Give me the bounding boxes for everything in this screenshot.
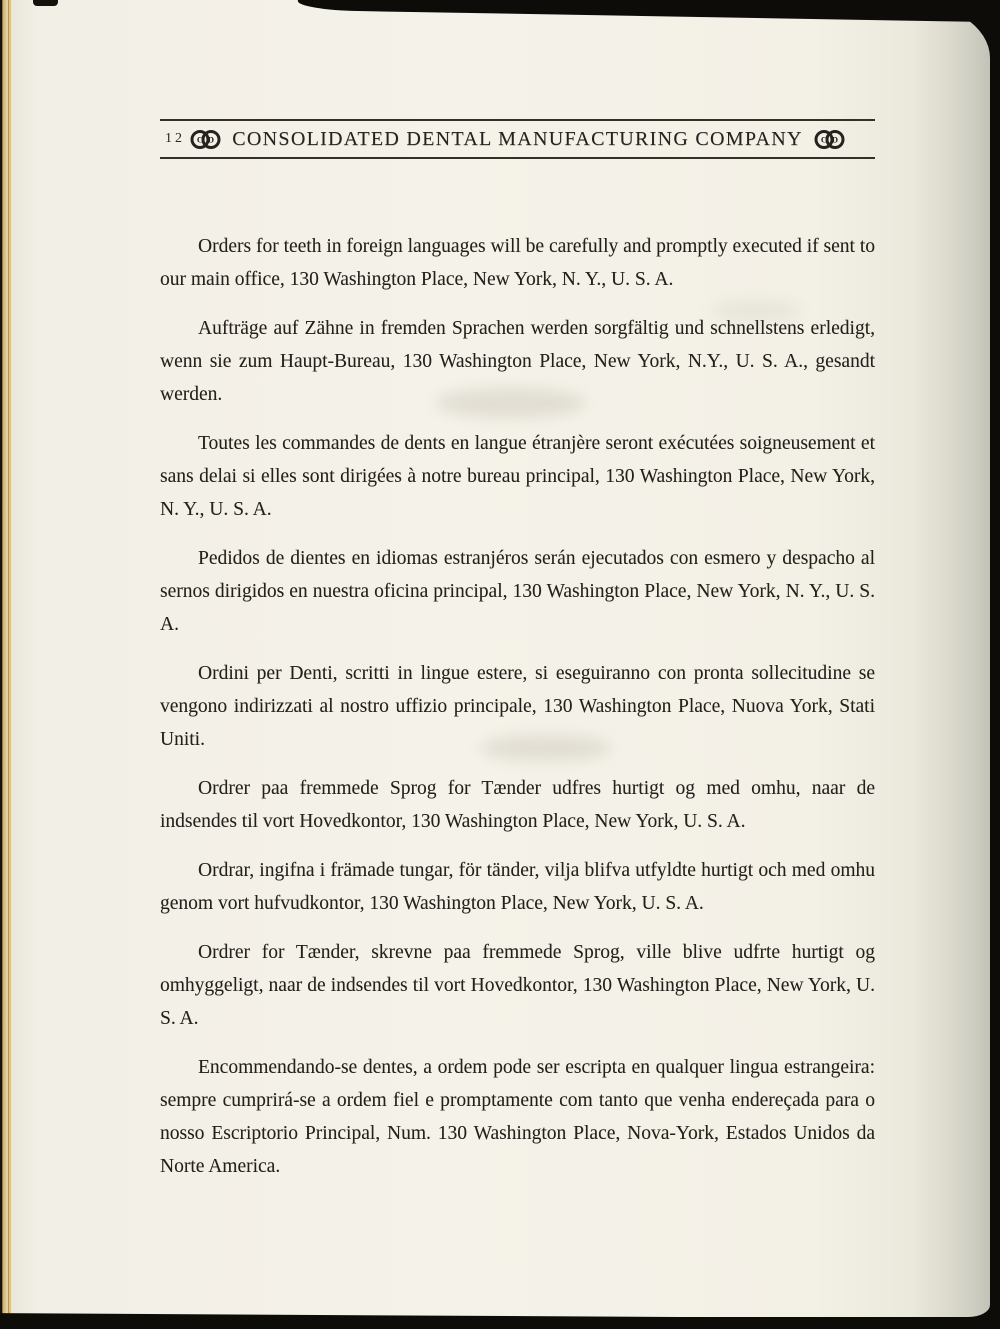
- paragraph-swedish: Ordrar, ingifna i främade tungar, för tänder, vilja blifva utfyldte hurtigt och med omhu genom vort hufvudkontor, 130 Washington Place, New York, U. S. A.: [160, 860, 875, 914]
- book-fore-edge: [0, 0, 11, 1319]
- monogram-letter-left: C: [820, 134, 827, 144]
- scan-edge-smudge: [33, 0, 58, 6]
- paragraph-norwegian: Ordrer for Tænder, skrevne paa fremmede Sprog, ville blive udfrte hurtigt og omhyggeligt, naar de indsendes til vort Hovedkontor, 130 Washington Place, New York, U. S. A.: [160, 942, 875, 1029]
- running-head: [160, 119, 875, 159]
- company-title-group: [190, 128, 844, 151]
- company-name: CONSOLIDATED DENTAL MANUFACTURING COMPANY: [232, 127, 803, 150]
- page-number: 12: [165, 131, 185, 146]
- page-body: [160, 230, 875, 1199]
- paragraph-portuguese: Encommendando-se dentes, a ordem pode ser escripta en qualquer lingua estrangeira: sempre cumprirá-se a ordem fiel e promptamente com tanto que venha endereçada para o nosso Escriptorio Principal, Num. 130 Washington Place, Nova-York, Estados Unidos da Norte America.: [160, 1057, 875, 1177]
- paragraph-german: Aufträge auf Zähne in fremden Sprachen werden sorgfältig und schnellstens erledigt, wenn sie zum Haupt-Bureau, 130 Washington Place, New York, N.Y., U. S. A., gesandt werden.: [160, 318, 875, 405]
- monogram-letter-right: D: [208, 134, 215, 144]
- monogram-letter-right: D: [831, 134, 838, 144]
- paragraph-spanish: Pedidos de dientes en idiomas estranjéros serán ejecutados con esmero y despacho al sernos dirigidos en nuestra oficina principal, 130 Washington Place, New York, N. Y., U. S. A.: [160, 548, 875, 635]
- paragraph-italian: Ordini per Denti, scritti in lingue estere, si eseguiranno con pronta sollecitudine se vengono indirizzati al nostro uffizio principale, 130 Washington Place, Nuova York, Stati Uniti.: [160, 663, 875, 750]
- company-monogram-icon: [814, 128, 845, 151]
- paragraph-english: Orders for teeth in foreign languages will be carefully and promptly executed if sent to our main office, 130 Washington Place, New York, N. Y., U. S. A.: [160, 236, 875, 290]
- company-monogram-icon: [190, 128, 221, 151]
- paragraph-danish: Ordrer paa fremmede Sprog for Tænder udfres hurtigt og med omhu, naar de indsendes til vort Hovedkontor, 130 Washington Place, New York, U. S. A.: [160, 778, 875, 832]
- paragraph-french: Toutes les commandes de dents en langue étranjère seront exécutées soigneusement et sans delai si elles sont dirigées à notre bureau principal, 130 Washington Place, New York, N. Y., U. S. A.: [160, 433, 875, 520]
- monogram-letter-left: C: [197, 134, 204, 144]
